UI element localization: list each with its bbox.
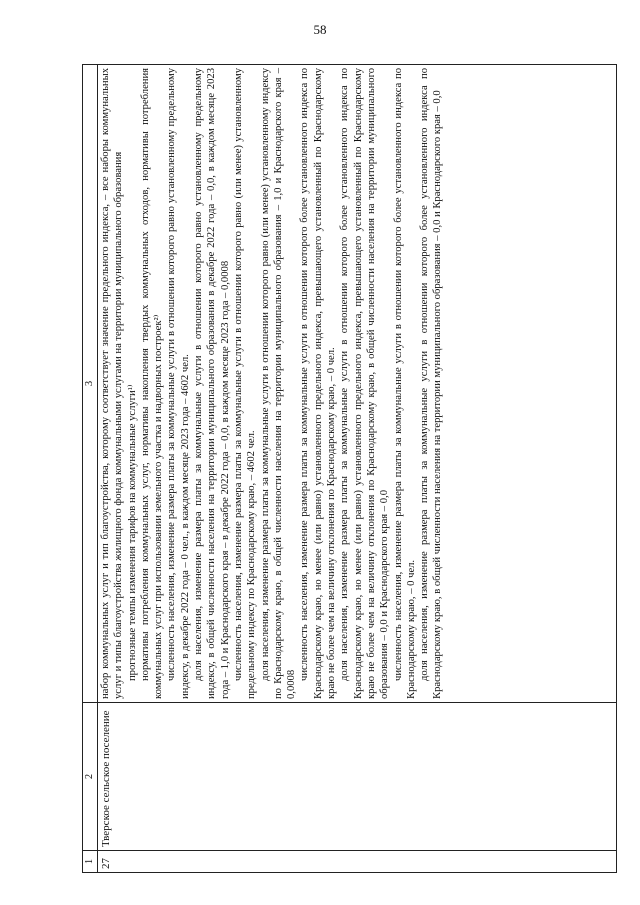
row-number: 27 xyxy=(98,851,617,873)
content-paragraph: доля населения, изменение размера платы за коммунальные услуги в отношении которого равно (или менее) установленному индексу по Краснодарскому краю, в общей численности населения на территории муниципального образования – 1,0 и Краснодарского края – 0,0008 xyxy=(259,68,298,699)
header-col-1: 1 xyxy=(83,851,98,873)
page-number: 58 xyxy=(313,22,327,37)
content-paragraph: численность населения, изменение размера платы за коммунальные услуги в отношении которого равно (или менее) установленному предельному индексу по Краснодарскому краю, – 4602 чел. xyxy=(232,68,258,699)
row-content xyxy=(98,65,617,703)
content-paragraph: численность населения, изменение размера платы за коммунальные услуги в отношении которого равно установленному предельному индексу, в декабре 2022 года – 0 чел., в каждом месяце 2023 года – 4602 чел. xyxy=(166,68,191,699)
header-col-2: 2 xyxy=(83,703,98,851)
data-table xyxy=(82,64,617,873)
table-container xyxy=(82,65,617,873)
content-paragraph: набор коммунальных услуг и тип благоустройства, которому соответствует значение предельного индекса, – все наборы коммунальных услуг и типы благоустройства жилищного фонда коммунальными услугами на территории муниципального образования xyxy=(100,68,125,699)
content-paragraph: численность населения, изменение размера платы за коммунальные услуги в отношении которого более установленного индекса по Краснодарскому краю, но менее (или равно) установленного предельного индекса, превышающего установленный по Краснодарскому краю не более чем на величину отклонения по Краснодарскому краю, – 0 чел. xyxy=(299,68,338,699)
content-paragraph: доля населения, изменение размера платы за коммунальные услуги в отношении которого более установленного индекса по Краснодарскому краю, в общей численности населения на территории муниципального образования – 0,0 и Краснодарского края – 0,0 xyxy=(419,68,444,699)
rotated-page-area xyxy=(82,65,617,873)
municipality-name: Тверское сельское поселение xyxy=(98,703,617,851)
content-paragraph: нормативы потребления коммунальных услуг, нормативы накопления твердых коммунальных отходов, нормативы потребления коммунальных услуг при использовании земельного участка и надворных построек²⁾ xyxy=(139,68,165,699)
table-header-row xyxy=(83,65,98,873)
table-row xyxy=(98,65,617,873)
header-col-3: 3 xyxy=(83,65,98,703)
content-paragraph: прогнозные темпы изменения тарифов на коммунальные услуги¹⁾ xyxy=(126,384,138,681)
content-paragraph: численность населения, изменение размера платы за коммунальные услуги в отношении которого более установленного индекса по Краснодарскому краю, – 0 чел. xyxy=(392,68,417,699)
content-paragraph: доля населения, изменение размера платы за коммунальные услуги в отношении которого равно установленному предельному индексу, в общей численности населения на территории муниципального образования в декабре 2022 года – 0,0, в каждом месяце 2023 года – 1,0 и Краснодарского края – в декабре 2022 года – 0,0, в каждом месяце 2023 года – 0,0008 xyxy=(193,68,231,699)
content-paragraph: доля населения, изменение размера платы за коммунальные услуги в отношении которого более установленного индекса по Краснодарскому краю, но менее (или равно) установленного предельного индекса, превышающего установленный по Краснодарскому краю не более чем на величину отклонения по Краснодарскому краю, в общей численности населения на территории муниципального образования – 0,0 и Краснодарского края – 0,0 xyxy=(339,68,391,699)
